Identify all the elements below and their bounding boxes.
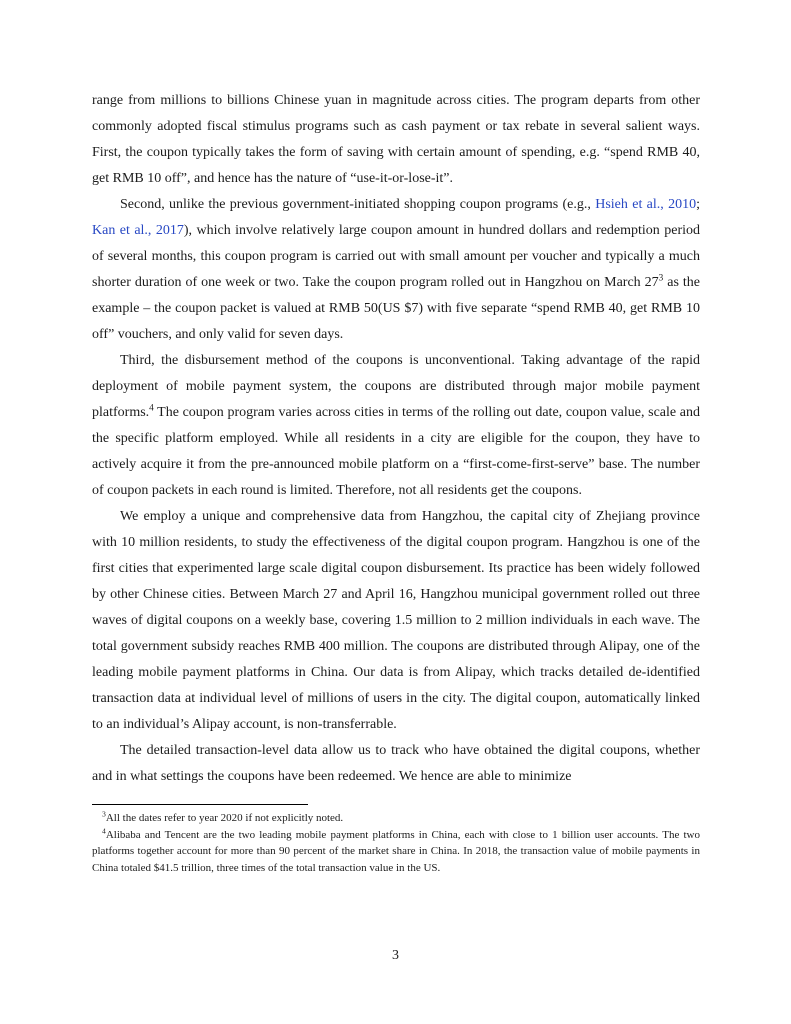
text-run: range from millions to billions Chinese yuan in magnitude across cities. The program departs from other commonly adopted fiscal stimulus programs such as cash payment or tax rebate in several salient ways. First, the coupon typically takes the form of saving with certain amount of spending, e.g. “spend RMB 40, get RMB 10 off”, and hence has the nature of “use-it-or-lose-it”. xyxy=(92,93,700,186)
footnote-3 xyxy=(92,810,700,827)
text-run: as the example – the coupon packet is valued at RMB 50(US $7) with five separate “spend RMB 40, get RMB 10 off” vouchers, and only valid for seven days. xyxy=(92,275,700,342)
paragraph-4 xyxy=(92,504,700,738)
footnote-rule xyxy=(92,804,308,805)
footnote-marker: 4 xyxy=(102,825,106,835)
footnote-text: All the dates refer to year 2020 if not explicitly noted. xyxy=(105,812,344,824)
footnote-ref-3[interactable]: 3 xyxy=(658,272,664,283)
citation-link-hsieh-2010[interactable]: Hsieh et al., 2010 xyxy=(595,197,697,212)
text-run: Second, unlike the previous government-initiated shopping coupon programs (e.g., xyxy=(120,197,596,212)
page-number: 3 xyxy=(392,948,399,963)
text-run: The coupon program varies across cities in terms of the rolling out date, coupon value, scale and the specific platform employed. While all residents in a city are eligible for the coupon, they have to actively acquire it from the pre-announced mobile platform on a “first-come-first-serve” base. The number of coupon packets in each round is limited. Therefore, not all residents get the coupons. xyxy=(92,405,700,498)
body-text xyxy=(92,88,700,876)
footnote-4 xyxy=(92,827,700,877)
text-run: ), which involve relatively large coupon amount in hundred dollars and redemption period of several months, this coupon program is carried out with small amount per voucher and typically a much shorter duration of one week or two. Take the coupon program rolled out in Hangzhou on March 27 xyxy=(92,223,700,290)
paragraph-5 xyxy=(92,738,700,790)
text-run: We employ a unique and comprehensive data from Hangzhou, the capital city of Zhejiang province with 10 million residents, to study the effectiveness of the digital coupon program. Hangzhou is one of the first cities that experimented large scale digital coupon disbursement. Its practice has been widely followed by other Chinese cities. Between March 27 and April 16, Hangzhou municipal government rolled out three waves of digital coupons on a weekly base, covering 1.5 million to 2 million individuals in each wave. The total government subsidy reaches RMB 400 million. The coupons are distributed through Alipay, one of the leading mobile payment platforms in China. Our data is from Alipay, which tracks detailed de-identified transaction data at individual level of millions of users in the city. The digital coupon, automatically linked to an individual’s Alipay account, is non-transferrable. xyxy=(92,509,700,732)
citation-link-kan-2017[interactable]: Kan et al., 2017 xyxy=(92,223,184,238)
paragraph-1 xyxy=(92,88,700,192)
paragraph-3 xyxy=(92,348,700,504)
text-run: ; xyxy=(696,197,700,212)
footnotes-section xyxy=(92,804,700,876)
text-run: Third, the disbursement method of the coupons is unconventional. Taking advantage of the rapid deployment of mobile payment system, the coupons are distributed through major mobile payment platforms. xyxy=(92,353,700,420)
footnote-ref-4[interactable]: 4 xyxy=(149,402,154,413)
text-run: The detailed transaction-level data allow us to track who have obtained the digital coupons, whether and in what settings the coupons have been redeemed. We hence are able to minimize xyxy=(92,743,700,784)
footnote-text: Alibaba and Tencent are the two leading mobile payment platforms in China, each with close to 1 billion user accounts. The two platforms together account for more than 90 percent of the market share in China. In 2018, the transaction value of mobile payments in China totaled $41.5 trillion, three times of the total transaction value in the US. xyxy=(92,828,700,874)
footnote-marker: 3 xyxy=(102,809,106,819)
paragraph-2 xyxy=(92,192,700,348)
